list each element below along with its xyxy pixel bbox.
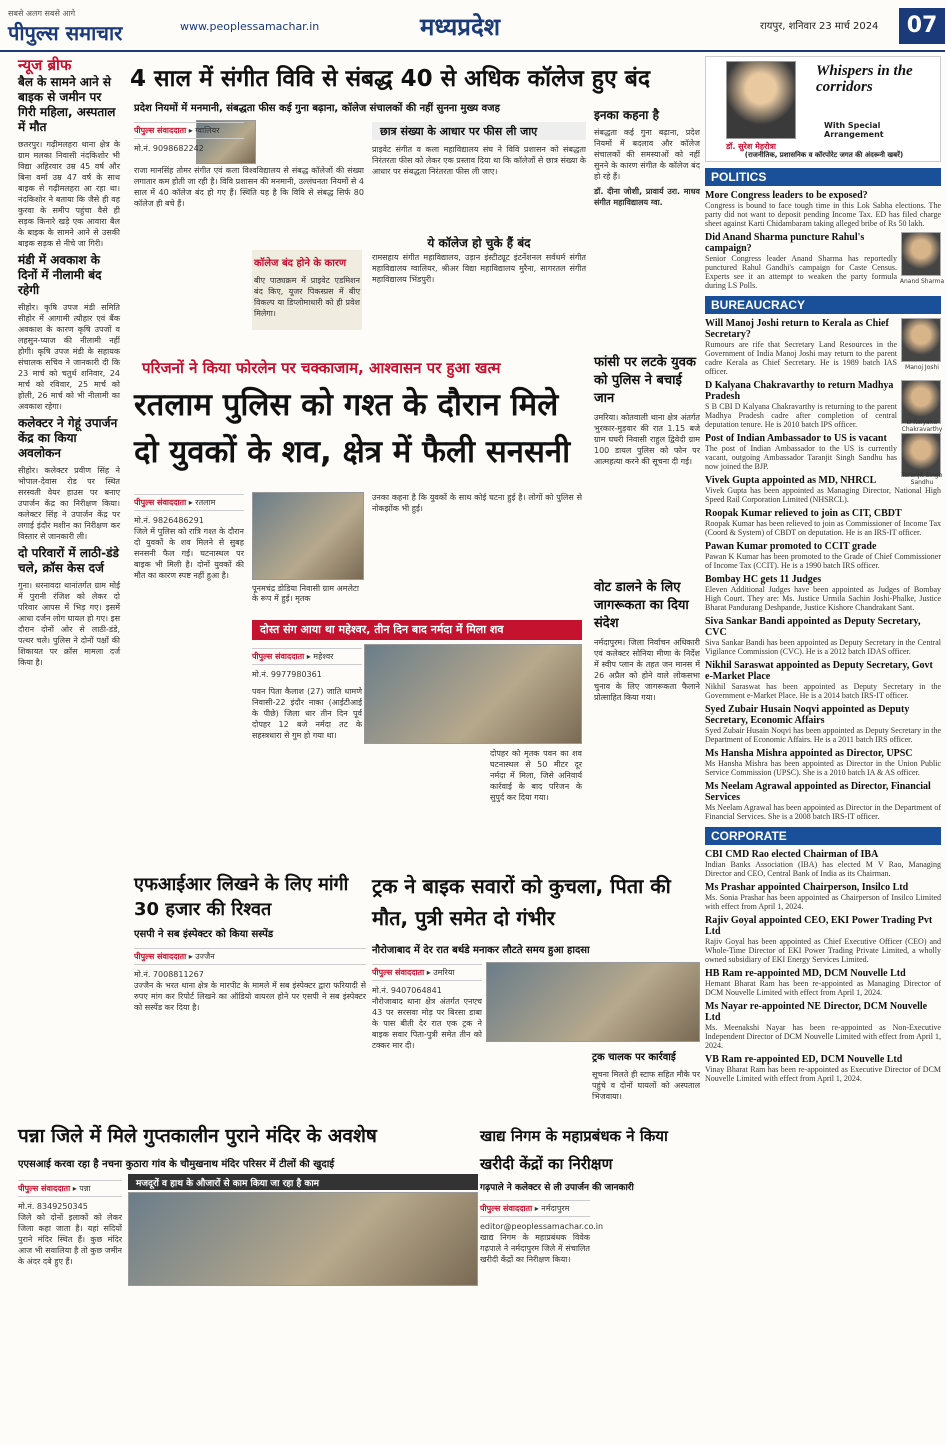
sidebar-item-title[interactable]: Pawan Kumar promoted to CCIT grade xyxy=(705,541,877,552)
quote-box xyxy=(594,104,700,334)
sidebar-item-title[interactable]: Siva Sankar Bandi appointed as Deputy Secretary, CVC xyxy=(705,616,921,638)
maheshwar-body xyxy=(252,686,362,862)
temple-body-text: जिले को दोनों इलाकों को लेकर जिला कहा जाता है। यहां सदियों पुराने मंदिर स्थित हैं। कुछ मंदिर आज भी सवालिया है तो कुछ जमीन के अंदर दबे हुए हैं। xyxy=(18,1213,122,1266)
sidebar-item-body: Siva Sankar Bandi has been appointed as Deputy Secretary in the Central Vigilance Commission (CVC). He is a 2012 batch IDAS officer. xyxy=(705,638,941,656)
vote-headline[interactable]: वोट डालने के लिए जागरूकता का दिया संदेश xyxy=(594,580,689,631)
quote-body: संबद्धता कई गुना बढ़ाना, प्रदेश नियमों में बदलाव और कॉलेज संचालकों की समस्याओं को नहीं सुनने के कारण संगीत के कॉलेज बंद हो रहे हैं। xyxy=(594,128,700,181)
sidebar-item-body: Rajiv Goyal has been appointed as Chief Executive Officer (CEO) and Whole-Time Director of EKI Power Trading Private Limited, a wholly owned subsidiary of EKI Energy Services Limited. xyxy=(705,937,941,964)
masthead xyxy=(0,0,945,52)
brief-item xyxy=(18,253,120,412)
sidebar-item-title[interactable]: Nikhil Saraswat appointed as Deputy Secretary, Govt e-Market Place xyxy=(705,660,933,682)
sidebar-item-title[interactable]: Ms Neelam Agrawal appointed as Director, Financial Services xyxy=(705,781,931,803)
accident-photo xyxy=(486,962,700,1042)
sidebar-item-title[interactable]: Did Anand Sharma puncture Rahul's campaign? xyxy=(705,232,865,254)
sidebar-item-title[interactable]: Rajiv Goyal appointed CEO, EKI Power Trading Pvt Ltd xyxy=(705,915,933,937)
lead-headline[interactable]: 4 साल में संगीत विवि से संबद्ध 40 से अधिक कॉलेज हुए बंद xyxy=(130,66,651,92)
truck-action-title: ट्रक चालक पर कार्रवाई xyxy=(592,1052,676,1063)
sidebar-item-body: Eleven Additional Judges have been appointed as Judges of Bombay High Court. They are: Ms. Justice Urmila Sachin Joshi-Phalke, Justice Bharat Pandurang Deshpande, Justice Kishore Chandrakant Sant. xyxy=(705,585,941,612)
sidebar-item xyxy=(705,882,941,911)
truck-body-text: नौरोजाबाद थाना क्षेत्र अंतर्गत एनएच 43 पर सरसवा मोड़ पर बिरसा डाबा के पास बीती देर रात एक ट्रक ने बाइक सवार पिता-पुत्री समेत तीन को टक्कर मार दी। xyxy=(372,997,482,1050)
sidebar-item-title[interactable]: HB Ram re-appointed MD, DCM Nouvelle Ltd xyxy=(705,968,906,979)
closed-colleges-text: रामसहाय संगीत महाविद्यालय, उड़ान इंस्टीट्यूट इंटर्नेशनल सर्वधर्म संगीत महाविद्यालय ग्वालियर, श्रीअर विद्या महाविद्यालय मुरैना, सागरतल संगीत महाविद्यालय भिंडपुरी। xyxy=(372,253,586,284)
byline-place: उज्जैन xyxy=(195,952,215,961)
sidebar-item xyxy=(705,508,941,537)
hanging-story xyxy=(594,350,700,570)
sidebar-item-body: Senior Congress leader Anand Sharma has reportedly punctured Rahul Gandhi's campaign for Caste Census. Experts see it an attempt to weaken the party formula during LS Polls. xyxy=(705,254,897,290)
closed-colleges-list xyxy=(372,252,586,332)
mobile-number: मो.नं. 9826486291 xyxy=(134,516,204,525)
fee-box-body xyxy=(372,144,586,230)
brief-title[interactable]: कलेक्टर ने गेहूं उपार्जन केंद्र का किया अवलोकन xyxy=(18,416,118,460)
news-brief-column xyxy=(18,56,120,1115)
lead-body: राजा मानसिंह तोमर संगीत एवं कला विश्वविद्यालय से संबद्ध कॉलेजों की संख्या लगातार कम होती जा रही है। विवि प्रशासन की मनमानी, उल्लंघनता नियमों से 4 साल में 40 कॉलेज बंद हो गए हैं। स्थिति यह है कि विवि से संबद्ध सिर्फ 80 कॉलेज ही बचे हैं। xyxy=(134,166,364,208)
sidebar-item xyxy=(705,541,941,570)
food-body xyxy=(480,1196,604,1436)
closed-reasons-box xyxy=(252,250,362,330)
portrait-caption: Taranjit Singh Sandhu xyxy=(901,472,943,486)
brief-body: सीहोर। कलेक्टर प्रवीण सिंह ने भोपाल-देवास रोड पर स्थित सरस्वती वेयर हाउस पर बनाए उपार्जन केंद्र का निरीक्षण किया। कलेक्टर सिंह ने उपार्जन केंद्र पर लगाई इंदौर मशीन का निरीक्षण कर विस्तार से जानकारी ली। xyxy=(18,466,120,541)
maheshwar-body-text: पवन पिता कैलाश (27) जाति धामणे निवासी-22 इंदौर नाका (आईटीआई के पीछे) जिला धार तीन दिन पूर्व दोपहर 12 बजे नर्मदा तट के सहस्त्रधारा से गुम हो गया था। xyxy=(252,687,362,740)
river-photo xyxy=(364,644,582,744)
whispers-header xyxy=(705,56,941,162)
sidebar-item xyxy=(705,232,945,290)
whispers-title: Whispers in the corridors xyxy=(816,63,913,95)
sidebar-item xyxy=(705,748,941,777)
sidebar-item-body: The post of Indian Ambassador to the US is currently vacant, outgoing Ambassador Taranjit Singh Sandhu has now joined the BJP. xyxy=(705,444,897,471)
maheshwar-body2-text: दोपहर को मृतक पवन का शव घटनास्थल से 50 मीटर दूर नर्मदा में मिला, जिसे अनिवार्य कार्रवाई के बाद परिजन के सुपुर्द कर दिया गया। xyxy=(490,749,582,802)
closed-reasons-body: बीए पाठ्यक्रम में प्राइवेट एडमिशन बंद किए, यूजर पिकस्प्रस में बीए विकल्प या डिप्लोमाधारी को ही प्रवेश मिलेगा। xyxy=(254,276,360,318)
hanging-headline[interactable]: फांसी पर लटके युवक को पुलिस ने बचाई जान xyxy=(594,355,696,406)
brief-body: छतरपुर। गढ़ीमलहरा थाना क्षेत्र के ग्राम मलका निवासी नंदकिशोर भी विद्या अहिरवार उम्र 45 वर्ष और बिना वर्मा उम्र 47 वर्ष के साथ बाइक से गढ़ीमलहरा आ रहा था। नंदकिशोर ने बताया कि जैसे ही वह कुरवा के समीप पहुंचा वैसे ही सड़क किनारे खड़े एक आवारा बैल के बाइक के सामने आने से उसकी बाइक सड़क से नीचे जा गिरी। xyxy=(18,140,120,248)
quote-title: इनका कहना है xyxy=(594,108,659,122)
byline: पीपुल्स संवाददाता ▸ उज्जैन xyxy=(134,948,366,965)
byline-org: पीपुल्स संवाददाता xyxy=(252,652,305,661)
temple-subhead: एएसआई करवा रहा है नचना कुठारा गांव के चौमुखनाथ मंदिर परिसर में टीलों की खुदाई xyxy=(18,1159,335,1170)
byline-place: रतलाम xyxy=(195,498,216,507)
byline-org: पीपुल्स संवाददाता xyxy=(480,1204,533,1213)
temple-photo-caption: मजदूरों व हाथ के औजारों से काम किया जा रहा है काम xyxy=(128,1174,478,1190)
sidebar-item-title[interactable]: D Kalyana Chakravarthy to return Madhya Pradesh xyxy=(705,380,894,402)
mobile-number: मो.नं. 9977980361 xyxy=(252,670,322,679)
sidebar-item-body: Ms. Sonia Prashar has been appointed as Chairperson of Insilco Limited with effect from April 1, 2024. xyxy=(705,893,941,911)
bribe-body xyxy=(134,944,366,1114)
sidebar-item-title[interactable]: Vivek Gupta appointed as MD, NHRCL xyxy=(705,475,877,486)
section-header-corporate: CORPORATE xyxy=(705,827,941,845)
portrait-photo xyxy=(901,318,941,371)
byline-org: पीपुल्स संवाददाता xyxy=(134,498,187,507)
byline: पीपुल्स संवाददाता ▸ रतलाम xyxy=(134,494,244,511)
whispers-sub: With Special Arrangement xyxy=(824,121,884,139)
byline-org: पीपुल्स संवाददाता xyxy=(134,126,187,135)
maheshwar-body2 xyxy=(490,748,582,860)
byline-place: नर्मदापुरम xyxy=(541,1204,570,1213)
vote-body: नर्मदापुरम। जिला निर्वाचन अधिकारी एवं कलेक्टर सोनिया मीणा के निर्देश में स्वीप प्लान के तहत जन मानस में 26 अप्रैल को होने वाले लोकसभा चुनाव के लिए जागरूकता फैलाने प्रोत्साहित किया गया। xyxy=(594,638,700,702)
sidebar-item xyxy=(705,849,941,878)
mobile-number: मो.नं. 7008811267 xyxy=(134,970,204,979)
sidebar-item-body: Nikhil Saraswat has been appointed as Deputy Secretary in the Government e-Market Place. He is a 2014 batch IRS-IT officer. xyxy=(705,682,941,700)
truck-action xyxy=(592,1046,700,1112)
newspaper-logo[interactable] xyxy=(8,8,122,46)
sidebar-item-body: Vivek Gupta has been appointed as Managing Director, National High Speed Rail Corporation Limited (NHSRCL). xyxy=(705,486,941,504)
food-headline[interactable]: खाद्य निगम के महाप्रबंधक ने किया खरीदी केंद्रों का निरीक्षण xyxy=(480,1127,668,1173)
hanging-body: उमरिया। कोतवाली थाना क्षेत्र अंतर्गत भुरकार-मुड़वार की रात 1.15 बजे ग्राम घघरी निवासी राहुल द्विवेदी ग्राम 100 डायल पुलिस को फोन पर आत्महत्या करने की सूचना दी गई। xyxy=(594,413,700,466)
ratlam-headline[interactable]: रतलाम पुलिस को गश्त के दौरान मिले दो युवकों के शव, क्षेत्र में फैली सनसनी xyxy=(134,387,571,470)
byline: पीपुल्स संवाददाता ▸ महेश्वर xyxy=(252,648,362,665)
sidebar-item xyxy=(705,574,941,612)
sidebar-item-body: Indian Banks Association (IBA) has elected M V Rao, Managing Director and CEO, Central Bank of India as its Chairman. xyxy=(705,860,941,878)
byline-org: पीपुल्स संवाददाता xyxy=(18,1184,71,1193)
section-title: मध्यप्रदेश xyxy=(420,13,501,41)
email-link[interactable]: editor@peoplessamachar.co.in xyxy=(480,1222,604,1231)
sidebar-item xyxy=(705,915,941,964)
sidebar-item-body: Congress is bound to face tough time in this Lok Sabha elections. The party did not want to deposit pending Income Tax. ED has filed charge sheet against Karti Chidambaram taking alleged bribe of Rs 50 lakh. xyxy=(705,201,941,228)
truck-action-body: सूचना मिलते ही स्टाफ सहित मौके पर पहुंचे व दोनों घायलों को अस्पताल भिजवाया। xyxy=(592,1070,700,1101)
sidebar-item xyxy=(705,318,941,376)
ratlam-kicker: परिजनों ने किया फोरलेन पर चक्काजाम, आश्वासन पर हुआ खत्म xyxy=(142,359,501,377)
sidebar-item xyxy=(705,781,941,821)
portrait-photo xyxy=(901,380,943,433)
sidebar-item xyxy=(705,968,941,997)
sidebar-item xyxy=(705,1054,941,1083)
sidebar-item xyxy=(705,704,941,744)
whispers-sidebar xyxy=(705,56,945,1442)
sidebar-item-title[interactable]: VB Ram re-appointed ED, DCM Nouvelle Ltd xyxy=(705,1054,903,1065)
brief-title[interactable]: बैल के सामने आने से बाइक से जमीन पर गिरी महिला, अस्पताल में मौत xyxy=(18,75,116,134)
sidebar-item-title[interactable]: Ms Hansha Mishra appointed as Director, UPSC xyxy=(705,748,913,759)
ratlam-body-text: जिले में पुलिस को रात्रि गश्त के दौरान दो युवकों के शव मिलने से सुबह सनसनी फैल गई। घटनास्थल पर बाइक भी मिली है। दोनों युवकों की मौत का कारण स्पष्ट नहीं हुआ है। xyxy=(134,527,244,580)
brief-item xyxy=(18,416,120,542)
sidebar-item-body: Ms Neelam Agrawal has been appointed as Director in the Department of Financial Services. She is a 2008 batch IRS-IT officer. xyxy=(705,803,941,821)
byline-place: उमरिया xyxy=(433,968,455,977)
sidebar-item xyxy=(705,1001,941,1050)
logo-text: पीपुल्स समाचार xyxy=(8,21,123,45)
sidebar-item xyxy=(705,616,941,656)
sidebar-item-body: Pawan K Kumar has been promoted to the Grade of Chief Commissioner of Income Tax (CCIT). He is a 1990 batch IRS officer. xyxy=(705,552,941,570)
tagline: सबसे अलग सबसे आगे xyxy=(8,9,76,18)
brief-body: सीहोर। कृषि उपज मंडी समिति सीहोर में आगामी त्यौहार एवं बैंक अवकाश के कारण कृषि उपजों व लहसुन-प्याज की नीलामी नहीं होगी। कृषि उपज मंडी के सहायक संचालक सचिव ने जानकारी दी कि 23 मार्च को चतुर्थ शनिवार, 24 मार्च को रविवार, 25 मार्च को होली, 26 मार्च को भी नीलामी का अवकाश रहेगा। xyxy=(18,303,120,411)
truck-subhead: नौरोजाबाद में देर रात बर्थडे मनाकर लौटते समय हुआ हादसा xyxy=(372,945,590,956)
ratlam-body2 xyxy=(372,492,582,612)
whispers-banner: (राजनीतिक, प्रशासनिक व कॉरपोरेट जगत की अंदरूनी खबरें) xyxy=(744,151,904,159)
sidebar-item xyxy=(705,660,941,700)
author-portrait xyxy=(726,61,796,139)
sidebar-item-title[interactable]: Ms Prashar appointed Chairperson, Insilco Ltd xyxy=(705,882,909,893)
byline-place: ग्वालियर xyxy=(195,126,220,135)
section-header-bureaucracy: BUREAUCRACY xyxy=(705,296,941,314)
news-brief-label: न्यूज ब्रीफ xyxy=(18,56,72,74)
sidebar-item-body: Rumours are rife that Secretary Land Resources in the Government of India Manoj Joshi may return to the parent cadre Kerala as Chief Secretary. He is 1989 batch IAS officer. xyxy=(705,340,897,376)
truck-headline[interactable]: ट्रक ने बाइक सवारों को कुचला, पिता की मौत, पुत्री समेत दो गंभीर xyxy=(372,874,671,930)
bribe-subhead: एसपी ने सब इंस्पेक्टर को किया सस्पेंड xyxy=(134,929,274,940)
sidebar-item-body: Hemant Bharat Ram has been re-appointed as Managing Director of DCM Nouvelle Limited with effect from April 1, 2024. xyxy=(705,979,941,997)
sidebar-item-title[interactable]: Syed Zubair Husain Noqvi appointed as Deputy Secretary, Economic Affairs xyxy=(705,704,910,726)
byline-place: महेश्वर xyxy=(313,652,334,661)
sidebar-item-title[interactable]: Ms Nayar re-appointed NE Director, DCM Nouvelle Ltd xyxy=(705,1001,928,1023)
portrait-photo xyxy=(899,232,945,285)
bribe-headline[interactable]: एफआईआर लिखने के लिए मांगी 30 हजार की रिश्वत xyxy=(134,874,349,920)
brief-body: गुना। धरनावदा थानांतर्गत ग्राम मोई में पुरानी रंजिश को लेकर दो परिवार आपस में भिड़ गए। इसमें आधा दर्जन लोग घायल हो गए। इस दौरान दोनों ओर से लाठी-डंडे, पत्थर चले। पुलिस ने दोनों पक्षों की शिकायत पर क्रॉस मामला दर्ज किया है। xyxy=(18,581,120,667)
byline: पीपुल्स संवाददाता ▸ ग्वालियर xyxy=(134,122,244,139)
byline-org: पीपुल्स संवाददाता xyxy=(372,968,425,977)
brief-title[interactable]: दो परिवारों में लाठी-डंडे चले, क्रॉस केस दर्ज xyxy=(18,546,119,575)
excavation-photo xyxy=(128,1192,478,1286)
bribe-body-text: उज्जैन के भरत थाना क्षेत्र के मारपीट के मामले में सब इंस्पेक्टर द्वारा फरियादी से रुपए मांग कर रिपोर्ट लिखने का ऑडियो वायरल होने पर एसपी ने सब इंस्पेक्टर को सस्पेंड कर दिया है। xyxy=(134,981,366,1012)
website-link[interactable]: www.peoplessamachar.in xyxy=(180,20,320,33)
sidebar-item xyxy=(705,190,941,228)
closed-reasons-title: कॉलेज बंद होने के कारण xyxy=(254,258,347,269)
byline: पीपुल्स संवाददाता ▸ पन्ना xyxy=(18,1180,122,1197)
sidebar-item-body: Ms Hansha Mishra has been appointed as Director in the Union Public Service Commission (UPSC). She is a 2010 batch IA & AS officer. xyxy=(705,759,941,777)
sidebar-item xyxy=(705,380,943,433)
maheshwar-headline[interactable]: दोस्त संग आया था महेश्वर, तीन दिन बाद नर्मदा में मिला शव xyxy=(252,620,582,640)
byline: पीपुल्स संवाददाता ▸ उमरिया xyxy=(372,964,482,981)
section-header-politics: POLITICS xyxy=(705,168,941,186)
sidebar-item-title[interactable]: CBI CMD Rao elected Chairman of IBA xyxy=(705,849,879,860)
sidebar-item-body: S B CBI D Kalyana Chakravarthy is returning to the parent Madhya Pradesh cadre after completion of central deputation tenure. He is 2010 batch IPS officer. xyxy=(705,402,897,429)
lead-subhead: प्रदेश नियमों में मनमानी, संबद्धता फीस कई गुना बढ़ाना, कॉलेज संचालकों की नहीं सुनना मुख्य वजह xyxy=(134,103,500,114)
mobile-number: मो.नं. 9407064841 xyxy=(372,986,442,995)
mobile-number: मो.नं. 9098682242 xyxy=(134,144,204,153)
byline-org: पीपुल्स संवाददाता xyxy=(134,952,187,961)
sidebar-item-body: Syed Zubair Husain Noqvi has been appointed as Deputy Secretary in the Department of Economic Affairs. He is a 2011 batch IRS officer. xyxy=(705,726,941,744)
brief-title[interactable]: मंडी में अवकाश के दिनों में नीलामी बंद रहेगी xyxy=(18,253,102,297)
dateline: रायपुर, शनिवार 23 मार्च 2024 xyxy=(760,21,879,32)
mobile-number: मो.नं. 8349250345 xyxy=(18,1202,88,1211)
byline: पीपुल्स संवाददाता ▸ नर्मदापुरम xyxy=(480,1200,590,1217)
brief-item xyxy=(18,75,120,249)
sidebar-item-body: Roopak Kumar has been relieved to join as Commissioner of Income Tax (Coord & System) of CBDT on deputation. He is an IRS-IT officer. xyxy=(705,519,941,537)
ratlam-body2-text: उनका कहना है कि युवकों के साथ कोई घटना हुई है। लोगों को पुलिस से नोकझोंक भी हुई। xyxy=(372,493,582,513)
sidebar-item-title[interactable]: Roopak Kumar relieved to join as CIT, CBDT xyxy=(705,508,902,519)
whispers-author: डॉ. सुरेश मेहरोत्रा xyxy=(726,142,776,151)
sidebar-item-body: Ms. Meenakshi Nayar has been re-appointed as Non-Executive Independent Director of DCM Nouvelle Limited with effect from April 1, 2024. xyxy=(705,1023,942,1050)
closed-colleges-title: ये कॉलेज हो चुके हैं बंद xyxy=(427,236,531,250)
sidebar-item-title[interactable]: More Congress leaders to be exposed? xyxy=(705,190,868,201)
page-number: 07 xyxy=(899,8,945,44)
portrait-caption: D Kalyana Chakravarthy xyxy=(901,419,943,433)
byline-place: पन्ना xyxy=(79,1184,91,1193)
portrait-caption: Anand Sharma xyxy=(899,278,945,285)
portrait-caption: Manoj Joshi xyxy=(905,364,939,371)
fee-box-title: छात्र संख्या के आधार पर फीस ली जाए xyxy=(372,122,586,140)
truck-body xyxy=(372,960,482,1110)
victims-caption: पूनमचंद्र डोडिया निवासी ग्राम अमलेटा के रूप में हुई। मृतक xyxy=(252,584,359,603)
sidebar-item-title[interactable]: Post of Indian Ambassador to US is vacant xyxy=(705,433,887,444)
quote-author: डॉ. दीना जोशी, प्रावार्य उरा. माधव संगीत महाविद्यालय ग्वा. xyxy=(594,187,700,207)
sidebar-item-body: Vinay Bharat Ram has been re-appointed as Executive Director of DCM Nouvelle Limited with effect from April 1, 2024. xyxy=(705,1065,941,1083)
fee-box-text: प्राइवेट संगीत व कला महाविद्यालय संघ ने विवि प्रशासन को संबद्धता निरंतरता फीस को लेकर एक प्रस्ताव दिया था कि कॉलेजों से छात्र संख्या के आधार पर संबद्धता निरंतरता फीस ली जाए। xyxy=(372,145,586,176)
sidebar-item-title[interactable]: Bombay HC gets 11 Judges xyxy=(705,574,822,585)
ratlam-body xyxy=(134,490,244,740)
food-body-text: खाद्य निगम के महाप्रबंधक विवेक गढ़पाले ने नर्मदापुरम जिले में संचालित खरीदी केंद्रों का निरीक्षण किया। xyxy=(480,1233,590,1264)
temple-body xyxy=(18,1176,122,1436)
sidebar-sections xyxy=(705,168,945,1083)
victims-photo xyxy=(252,492,364,580)
food-subhead: गढ़पाले ने कलेक्टर से ली उपार्जन की जानकारी xyxy=(480,1183,634,1193)
maheshwar-byline-col xyxy=(252,644,362,684)
brief-item xyxy=(18,546,120,668)
portrait-photo xyxy=(901,433,943,486)
sidebar-item-title[interactable]: Will Manoj Joshi return to Kerala as Chief Secretary? xyxy=(705,318,889,340)
vote-story xyxy=(594,575,700,835)
temple-headline[interactable]: पन्ना जिले में मिले गुप्तकालीन पुराने मंदिर के अवशेष xyxy=(18,1125,377,1147)
